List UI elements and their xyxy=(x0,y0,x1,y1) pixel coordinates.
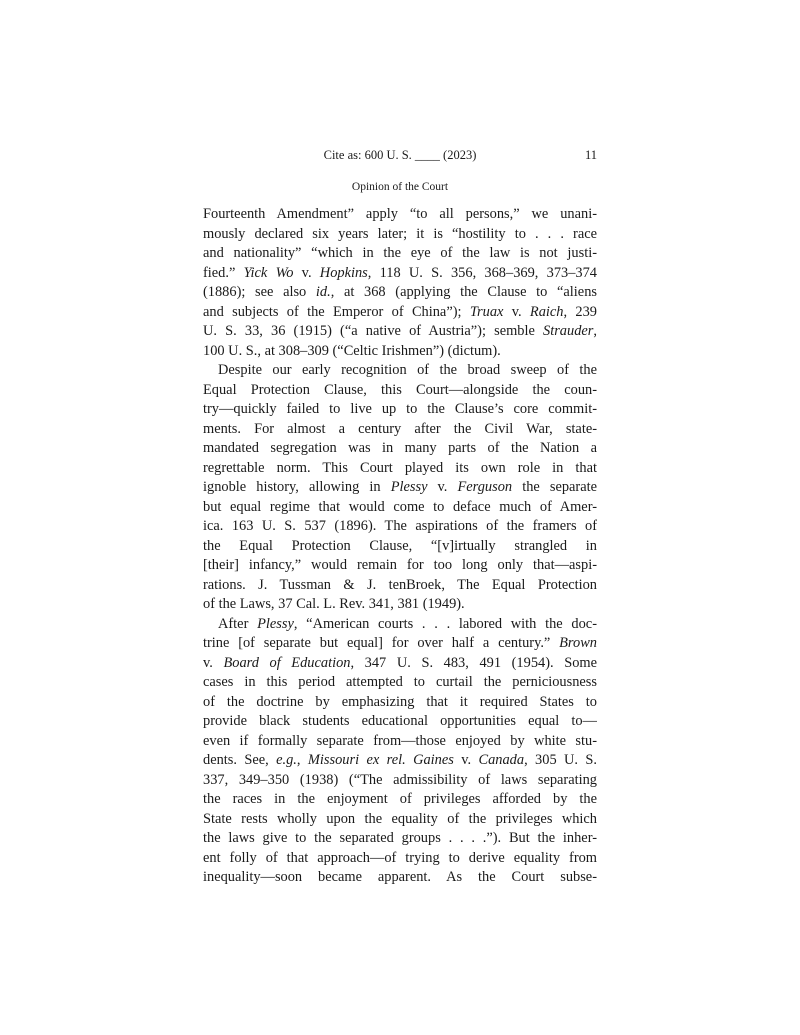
text-line: ica. 163 U. S. 537 (1896). The aspirations of the framers of xyxy=(203,518,597,534)
text-line: trine [of separate but equal] for over half a century.” Brown xyxy=(203,635,597,651)
text-line: dents. See, e.g., Missouri ex rel. Gaines v. Canada, 305 U. S. xyxy=(203,752,597,768)
text-line: ent folly of that approach—of trying to derive equality from xyxy=(203,849,597,866)
page-number: 11 xyxy=(584,148,597,162)
text-line: Fourteenth Amendment” apply “to all persons,” we unani- xyxy=(203,206,597,222)
text-line: 337, 349–350 (1938) (“The admissibility of laws separating xyxy=(203,771,597,788)
text-line: Despite our early recognition of the broad sweep of the xyxy=(218,362,597,378)
text-line: State rests wholly upon the equality of the privileges which xyxy=(203,810,597,827)
text-line: ments. For almost a century after the Civil War, state- xyxy=(203,420,597,437)
text-line: 100 U. S., at 308–309 (“Celtic Irishmen”) (dictum). xyxy=(203,342,501,359)
text-line: the Equal Protection Clause, “[v]irtually strangled in xyxy=(203,537,597,554)
text-line: regrettable norm. This Court played its own role in that xyxy=(203,459,597,476)
opinion-body-text xyxy=(203,205,597,888)
text-line: Equal Protection Clause, this Court—alongside the coun- xyxy=(203,381,597,398)
text-line: [their] infancy,” would remain for too long only that—aspi- xyxy=(203,557,597,573)
text-line: (1886); see also id., at 368 (applying the Clause to “aliens xyxy=(203,284,597,300)
text-line: and subjects of the Emperor of China”); Truax v. Raich, 239 xyxy=(203,303,597,320)
text-line: provide black students educational opportunities equal to— xyxy=(203,713,597,729)
text-line: mandated segregation was in many parts of the Nation a xyxy=(203,440,597,456)
text-line: cases in this period attempted to curtail the perniciousness xyxy=(203,674,597,690)
text-line: rations. J. Tussman & J. tenBroek, The Equal Protection xyxy=(203,576,597,593)
text-line: v. Board of Education, 347 U. S. 483, 491 (1954). Some xyxy=(203,654,597,671)
text-line: even if formally separate from—those enjoyed by white stu- xyxy=(203,732,597,749)
opinion-label: Opinion of the Court xyxy=(351,181,449,193)
citation-header: Cite as: 600 U. S. ____ (2023) xyxy=(323,148,477,162)
text-line: mously declared six years later; it is “hostility to . . . race xyxy=(203,225,597,242)
text-line: ignoble history, allowing in Plessy v. Ferguson the separate xyxy=(203,479,597,495)
text-line: the races in the enjoyment of privileges afforded by the xyxy=(203,791,597,807)
text-line: of the doctrine by emphasizing that it required States to xyxy=(203,693,597,710)
text-line: fied.” Yick Wo v. Hopkins, 118 U. S. 356, 368–369, 373–374 xyxy=(203,264,597,281)
text-line: and nationality” “which in the eye of the law is not justi- xyxy=(203,245,597,261)
text-line: U. S. 33, 36 (1915) (“a native of Austria”); semble Strauder, xyxy=(203,323,597,339)
text-line: inequality—soon became apparent. As the Court subse- xyxy=(203,869,597,885)
running-head xyxy=(203,146,597,164)
text-line: but equal regime that would come to deface much of Amer- xyxy=(203,498,597,515)
text-line: try—quickly failed to live up to the Clause’s core commit- xyxy=(203,401,597,417)
text-line: of the Laws, 37 Cal. L. Rev. 341, 381 (1949). xyxy=(203,596,465,612)
text-line: the laws give to the separated groups . . . .”). But the inher- xyxy=(203,830,597,846)
text-line: After Plessy, “American courts . . . labored with the doc- xyxy=(218,615,597,632)
